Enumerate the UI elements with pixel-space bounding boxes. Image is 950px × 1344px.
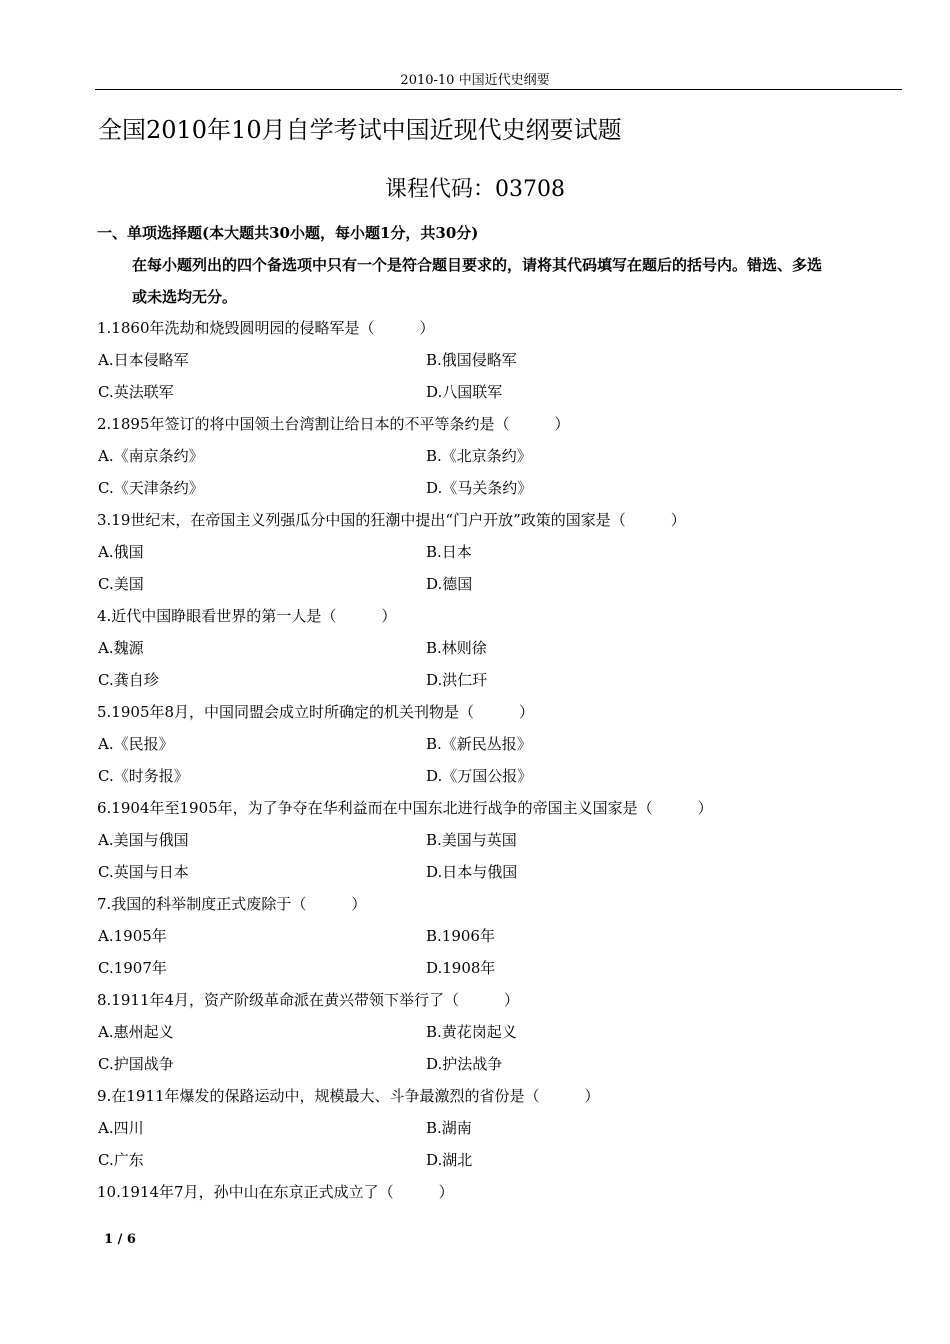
option-b: B.美国与英国 xyxy=(426,831,517,849)
option-d: D.护法战争 xyxy=(426,1055,503,1073)
option-a: A.日本侵略军 xyxy=(98,351,189,369)
option-row xyxy=(97,920,897,952)
question-stem-1: 1.1860年洗劫和烧毁圆明园的侵略军是（ ） xyxy=(97,319,435,337)
option-a: A.美国与俄国 xyxy=(98,831,189,849)
question-stem-2: 2.1895年签订的将中国领土台湾割让给日本的不平等条约是（ ） xyxy=(97,415,570,433)
option-b: B.俄国侵略军 xyxy=(426,351,517,369)
option-b: B.《北京条约》 xyxy=(426,447,532,465)
option-row xyxy=(97,760,897,792)
option-d: D.湖北 xyxy=(426,1151,473,1169)
option-b: B.湖南 xyxy=(426,1119,472,1137)
option-row xyxy=(97,568,897,600)
option-row xyxy=(97,1048,897,1080)
option-d: D.《马关条约》 xyxy=(426,479,533,497)
option-c: C.《天津条约》 xyxy=(98,479,204,497)
option-a: A.俄国 xyxy=(98,543,144,561)
option-row xyxy=(97,536,897,568)
option-c: C.英国与日本 xyxy=(98,863,189,881)
option-c: C.1907年 xyxy=(98,959,167,977)
running-header: 2010-10 中国近代史纲要 xyxy=(400,73,550,88)
question-stem-5: 5.1905年8月，中国同盟会成立时所确定的机关刊物是（ ） xyxy=(97,703,535,721)
header-rule xyxy=(95,89,902,90)
option-a: A.《民报》 xyxy=(98,735,174,753)
option-d: D.《万国公报》 xyxy=(426,767,533,785)
option-d: D.1908年 xyxy=(426,959,496,977)
option-row xyxy=(97,472,897,504)
option-b: B.1906年 xyxy=(426,927,495,945)
page-number: 1 / 6 xyxy=(104,1232,136,1247)
question-stem-7: 7.我国的科举制度正式废除于（ ） xyxy=(97,895,367,913)
section-heading: 一、单项选择题(本大题共30小题，每小题1分，共30分) xyxy=(97,224,479,242)
course-code: 课程代码：03708 xyxy=(385,177,565,202)
section-instruction-line-1: 在每小题列出的四个备选项中只有一个是符合题目要求的，请将其代码填写在题后的括号内。错选、多选 xyxy=(132,256,823,274)
option-b: B.日本 xyxy=(426,543,472,561)
question-stem-4: 4.近代中国睁眼看世界的第一人是（ ） xyxy=(97,607,397,625)
option-row xyxy=(97,440,897,472)
option-row xyxy=(97,376,897,408)
option-b: B.林则徐 xyxy=(426,639,487,657)
option-a: A.四川 xyxy=(98,1119,144,1137)
option-c: C.护国战争 xyxy=(98,1055,174,1073)
option-d: D.八国联军 xyxy=(426,383,503,401)
option-b: B.黄花岗起义 xyxy=(426,1023,517,1041)
option-row xyxy=(97,856,897,888)
question-stem-10: 10.1914年7月，孙中山在东京正式成立了（ ） xyxy=(97,1183,454,1201)
option-a: A.1905年 xyxy=(98,927,167,945)
question-stem-8: 8.1911年4月，资产阶级革命派在黄兴带领下举行了（ ） xyxy=(97,991,520,1009)
question-stem-6: 6.1904年至1905年，为了争夺在华利益而在中国东北进行战争的帝国主义国家是（ ） xyxy=(97,799,713,817)
option-c: C.英法联军 xyxy=(98,383,174,401)
exam-title: 全国2010年10月自学考试中国近现代史纲要试题 xyxy=(98,116,622,144)
section-instruction-line-2: 或未选均无分。 xyxy=(132,288,238,306)
option-row xyxy=(97,1016,897,1048)
option-a: A.惠州起义 xyxy=(98,1023,174,1041)
option-row xyxy=(97,824,897,856)
option-c: C.龚自珍 xyxy=(98,671,159,689)
option-row xyxy=(97,632,897,664)
option-c: C.《时务报》 xyxy=(98,767,189,785)
option-b: B.《新民丛报》 xyxy=(426,735,532,753)
option-row xyxy=(97,344,897,376)
option-a: A.《南京条约》 xyxy=(98,447,204,465)
option-row xyxy=(97,728,897,760)
option-row xyxy=(97,664,897,696)
option-row xyxy=(97,1112,897,1144)
question-stem-3: 3.19世纪末，在帝国主义列强瓜分中国的狂潮中提出“门户开放”政策的国家是（ ） xyxy=(97,511,686,529)
option-a: A.魏源 xyxy=(98,639,144,657)
option-row xyxy=(97,952,897,984)
option-d: D.日本与俄国 xyxy=(426,863,518,881)
option-d: D.德国 xyxy=(426,575,473,593)
option-row xyxy=(97,1144,897,1176)
question-stem-9: 9.在1911年爆发的保路运动中，规模最大、斗争最激烈的省份是（ ） xyxy=(97,1087,600,1105)
option-c: C.广东 xyxy=(98,1151,144,1169)
option-c: C.美国 xyxy=(98,575,144,593)
option-d: D.洪仁玕 xyxy=(426,671,488,689)
